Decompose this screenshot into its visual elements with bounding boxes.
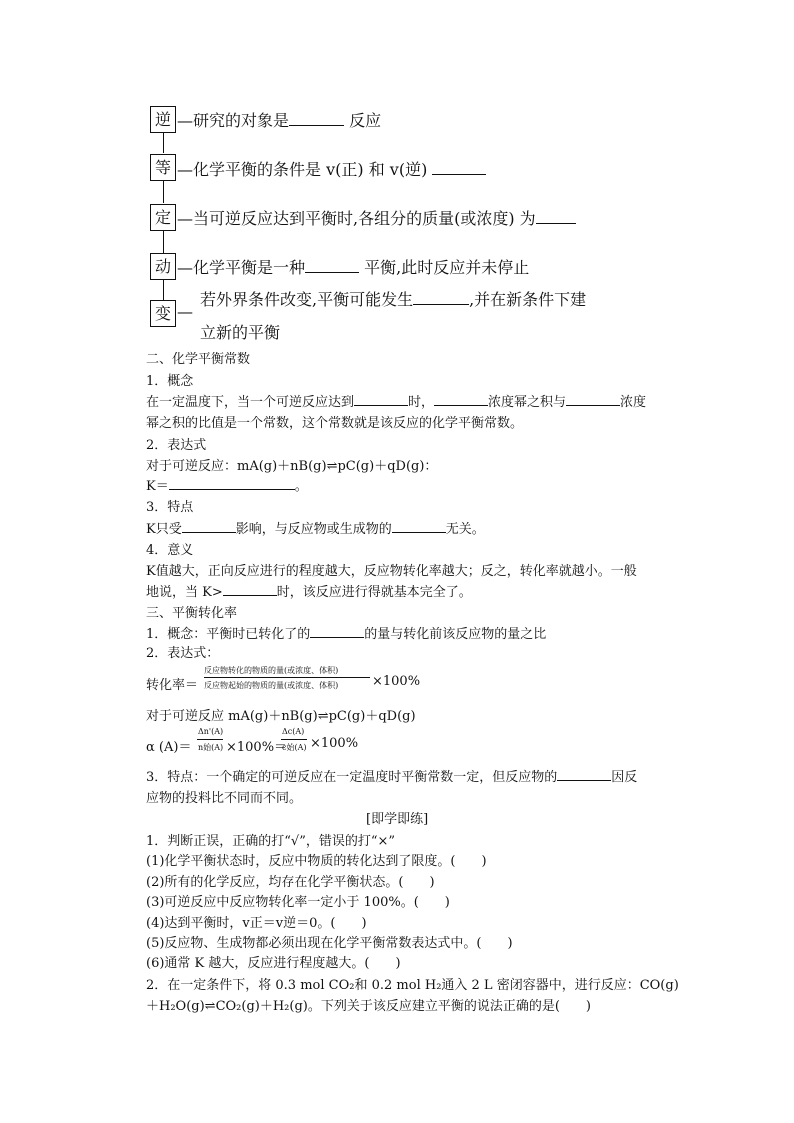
subsection-title: 2．表达式	[146, 438, 207, 453]
connector-line	[163, 180, 164, 203]
connector-line	[163, 230, 164, 253]
conversion-concept-line	[146, 623, 546, 642]
feature-box-change: 变	[150, 300, 176, 327]
practice-title: [即学即练]	[366, 812, 429, 827]
feature-line	[146, 518, 485, 537]
answer-blank[interactable]	[310, 625, 364, 638]
answer-blank[interactable]	[432, 160, 486, 175]
judge-item[interactable]: (1)化学平衡状态时，反应中物质的转化达到了限度。( )	[146, 854, 487, 869]
feature-label: —当可逆反应达到平衡时,各组分的质量(或浓度) 为	[177, 209, 536, 228]
answer-blank[interactable]	[566, 393, 620, 406]
meaning-line-2	[146, 581, 472, 600]
reaction-line: 对于可逆反应 mA(g)＋nB(g)⇌pC(g)＋qD(g)	[146, 709, 416, 724]
section-title-equilibrium-constant: 二、化学平衡常数	[146, 352, 251, 367]
feature-text-equal	[177, 157, 486, 180]
connector-line	[163, 279, 164, 300]
answer-blank[interactable]	[182, 520, 236, 533]
conversion-feature-line-2: 应物的投料比不同而不同。	[146, 791, 303, 806]
answer-blank[interactable]	[289, 111, 344, 126]
alpha-denominator-1: n始(A)	[198, 743, 224, 752]
text-fragment: 无关。	[445, 522, 485, 537]
feature-box-fixed: 定	[150, 204, 176, 231]
text-fragment: 1．概念：平衡时已转化了的	[146, 627, 311, 642]
expression-line-2	[146, 475, 308, 494]
subsection-title: 1．概念	[146, 374, 194, 389]
feature-label: —化学平衡的条件是 v(正) 和 v(逆)	[177, 160, 428, 179]
feature-suffix: ,并在新条件下建	[469, 290, 587, 309]
alpha-tail: ×100%	[310, 736, 359, 751]
conversion-label: 转化率＝	[146, 678, 199, 693]
feature-box-equal: 等	[150, 154, 176, 181]
answer-blank[interactable]	[434, 393, 488, 406]
text-fragment: K＝	[146, 479, 169, 494]
judge-item[interactable]: (4)达到平衡时，v正＝v逆＝0。( )	[146, 916, 367, 931]
feature-box-reversible: 逆	[150, 106, 176, 133]
conversion-tail: ×100%	[372, 674, 421, 689]
text-fragment: K只受	[146, 522, 182, 537]
expression-line-1: 对于可逆反应：mA(g)＋nB(g)⇌pC(g)＋qD(g)：	[146, 459, 438, 474]
connector-line	[163, 133, 164, 153]
answer-blank[interactable]	[536, 209, 576, 224]
text-fragment: 因反	[611, 770, 638, 785]
text-fragment: 时，	[408, 395, 435, 410]
feature-text-reversible	[177, 108, 381, 131]
fraction-bar	[204, 677, 370, 678]
alpha-mid: ×100%＝	[226, 740, 288, 755]
text-fragment: 浓度	[620, 395, 647, 410]
fraction-bar	[197, 739, 223, 740]
text-fragment: 影响，与反应物或生成物的	[235, 522, 392, 537]
text-fragment: 时，该反应进行得就基本完全了。	[276, 585, 472, 600]
meaning-line-1: K值越大，正向反应进行的程度越大，反应物转化率越大；反之，转化率就越小。一般	[146, 564, 637, 579]
text-fragment: 。	[294, 479, 308, 494]
text-fragment: 地说，当 K>	[146, 585, 223, 600]
text-fragment: 在一定温度下，当一个可逆反应达到	[146, 395, 355, 410]
judge-item[interactable]: (3)可逆反应中反应物转化率一定小于 100%。( )	[146, 895, 450, 910]
judge-item[interactable]: (5)反应物、生成物都必须出现在化学平衡常数表达式中。( )	[146, 936, 513, 951]
feature-text-dynamic	[177, 255, 529, 278]
section-title-conversion-rate: 三、平衡转化率	[146, 606, 238, 621]
alpha-denominator-2: c始(A)	[282, 743, 307, 752]
feature-label: —研究的对象是	[177, 111, 290, 130]
judge-item[interactable]: (6)通常 K 越大，反应进行程度越大。( )	[146, 956, 401, 971]
feature-dash: —	[177, 302, 193, 321]
answer-blank[interactable]	[169, 477, 295, 490]
question-1-stem: 1．判断正误，正确的打“√”，错误的打“×”	[146, 834, 396, 849]
answer-blank[interactable]	[392, 520, 446, 533]
text-fragment: 的量与转化前该反应物的量之比	[364, 627, 547, 642]
subsection-title: 2．表达式：	[146, 646, 220, 661]
feature-suffix: 平衡,此时反应并未停止	[359, 258, 530, 277]
answer-blank[interactable]	[354, 393, 408, 406]
feature-text-change-line2: 立新的平衡	[200, 323, 281, 342]
judge-item[interactable]: (2)所有的化学反应，均存在化学平衡状态。( )	[146, 875, 435, 890]
conversion-denominator: 反应物起始的物质的量(或浓度、体积)	[204, 681, 339, 690]
text-fragment: 3．特点：一个确定的可逆反应在一定温度时平衡常数一定，但反应物的	[146, 770, 558, 785]
concept-line-2: 幂之积的比值是一个常数，这个常数就是该反应的化学平衡常数。	[146, 416, 524, 431]
alpha-label: α (A)＝	[146, 740, 192, 755]
feature-text-fixed	[177, 206, 576, 229]
feature-suffix: 反应	[344, 111, 382, 130]
subsection-title: 4．意义	[146, 543, 194, 558]
alpha-numerator-2: Δc(A)	[282, 727, 305, 736]
answer-blank[interactable]	[413, 290, 469, 305]
feature-label: —化学平衡是一种	[177, 258, 306, 277]
text-fragment: 浓度幂之积与	[488, 395, 567, 410]
answer-blank[interactable]	[223, 583, 277, 596]
alpha-numerator-1: Δn'(A)	[198, 727, 224, 736]
conversion-feature-line-1	[146, 766, 637, 785]
subsection-title: 3．特点	[146, 500, 194, 515]
fraction-bar	[281, 739, 307, 740]
feature-box-dynamic: 动	[150, 253, 176, 280]
conversion-numerator: 反应物转化的物质的量(或浓度、体积)	[204, 666, 339, 675]
concept-line-1	[146, 391, 646, 410]
question-2-line-2: ＋H₂O(g)⇌CO₂(g)＋H₂(g)。下列关于该反应建立平衡的说法正确的是( )	[146, 999, 592, 1014]
question-2-line-1: 2．在一定条件下，将 0.3 mol CO₂和 0.2 mol H₂通入 2 L 密闭容器中，进行反应：CO(g)	[146, 978, 679, 993]
feature-text-change-line1	[200, 287, 586, 310]
answer-blank[interactable]	[557, 768, 611, 781]
feature-label: 若外界条件改变,平衡可能发生	[200, 290, 414, 309]
answer-blank[interactable]	[305, 258, 359, 273]
